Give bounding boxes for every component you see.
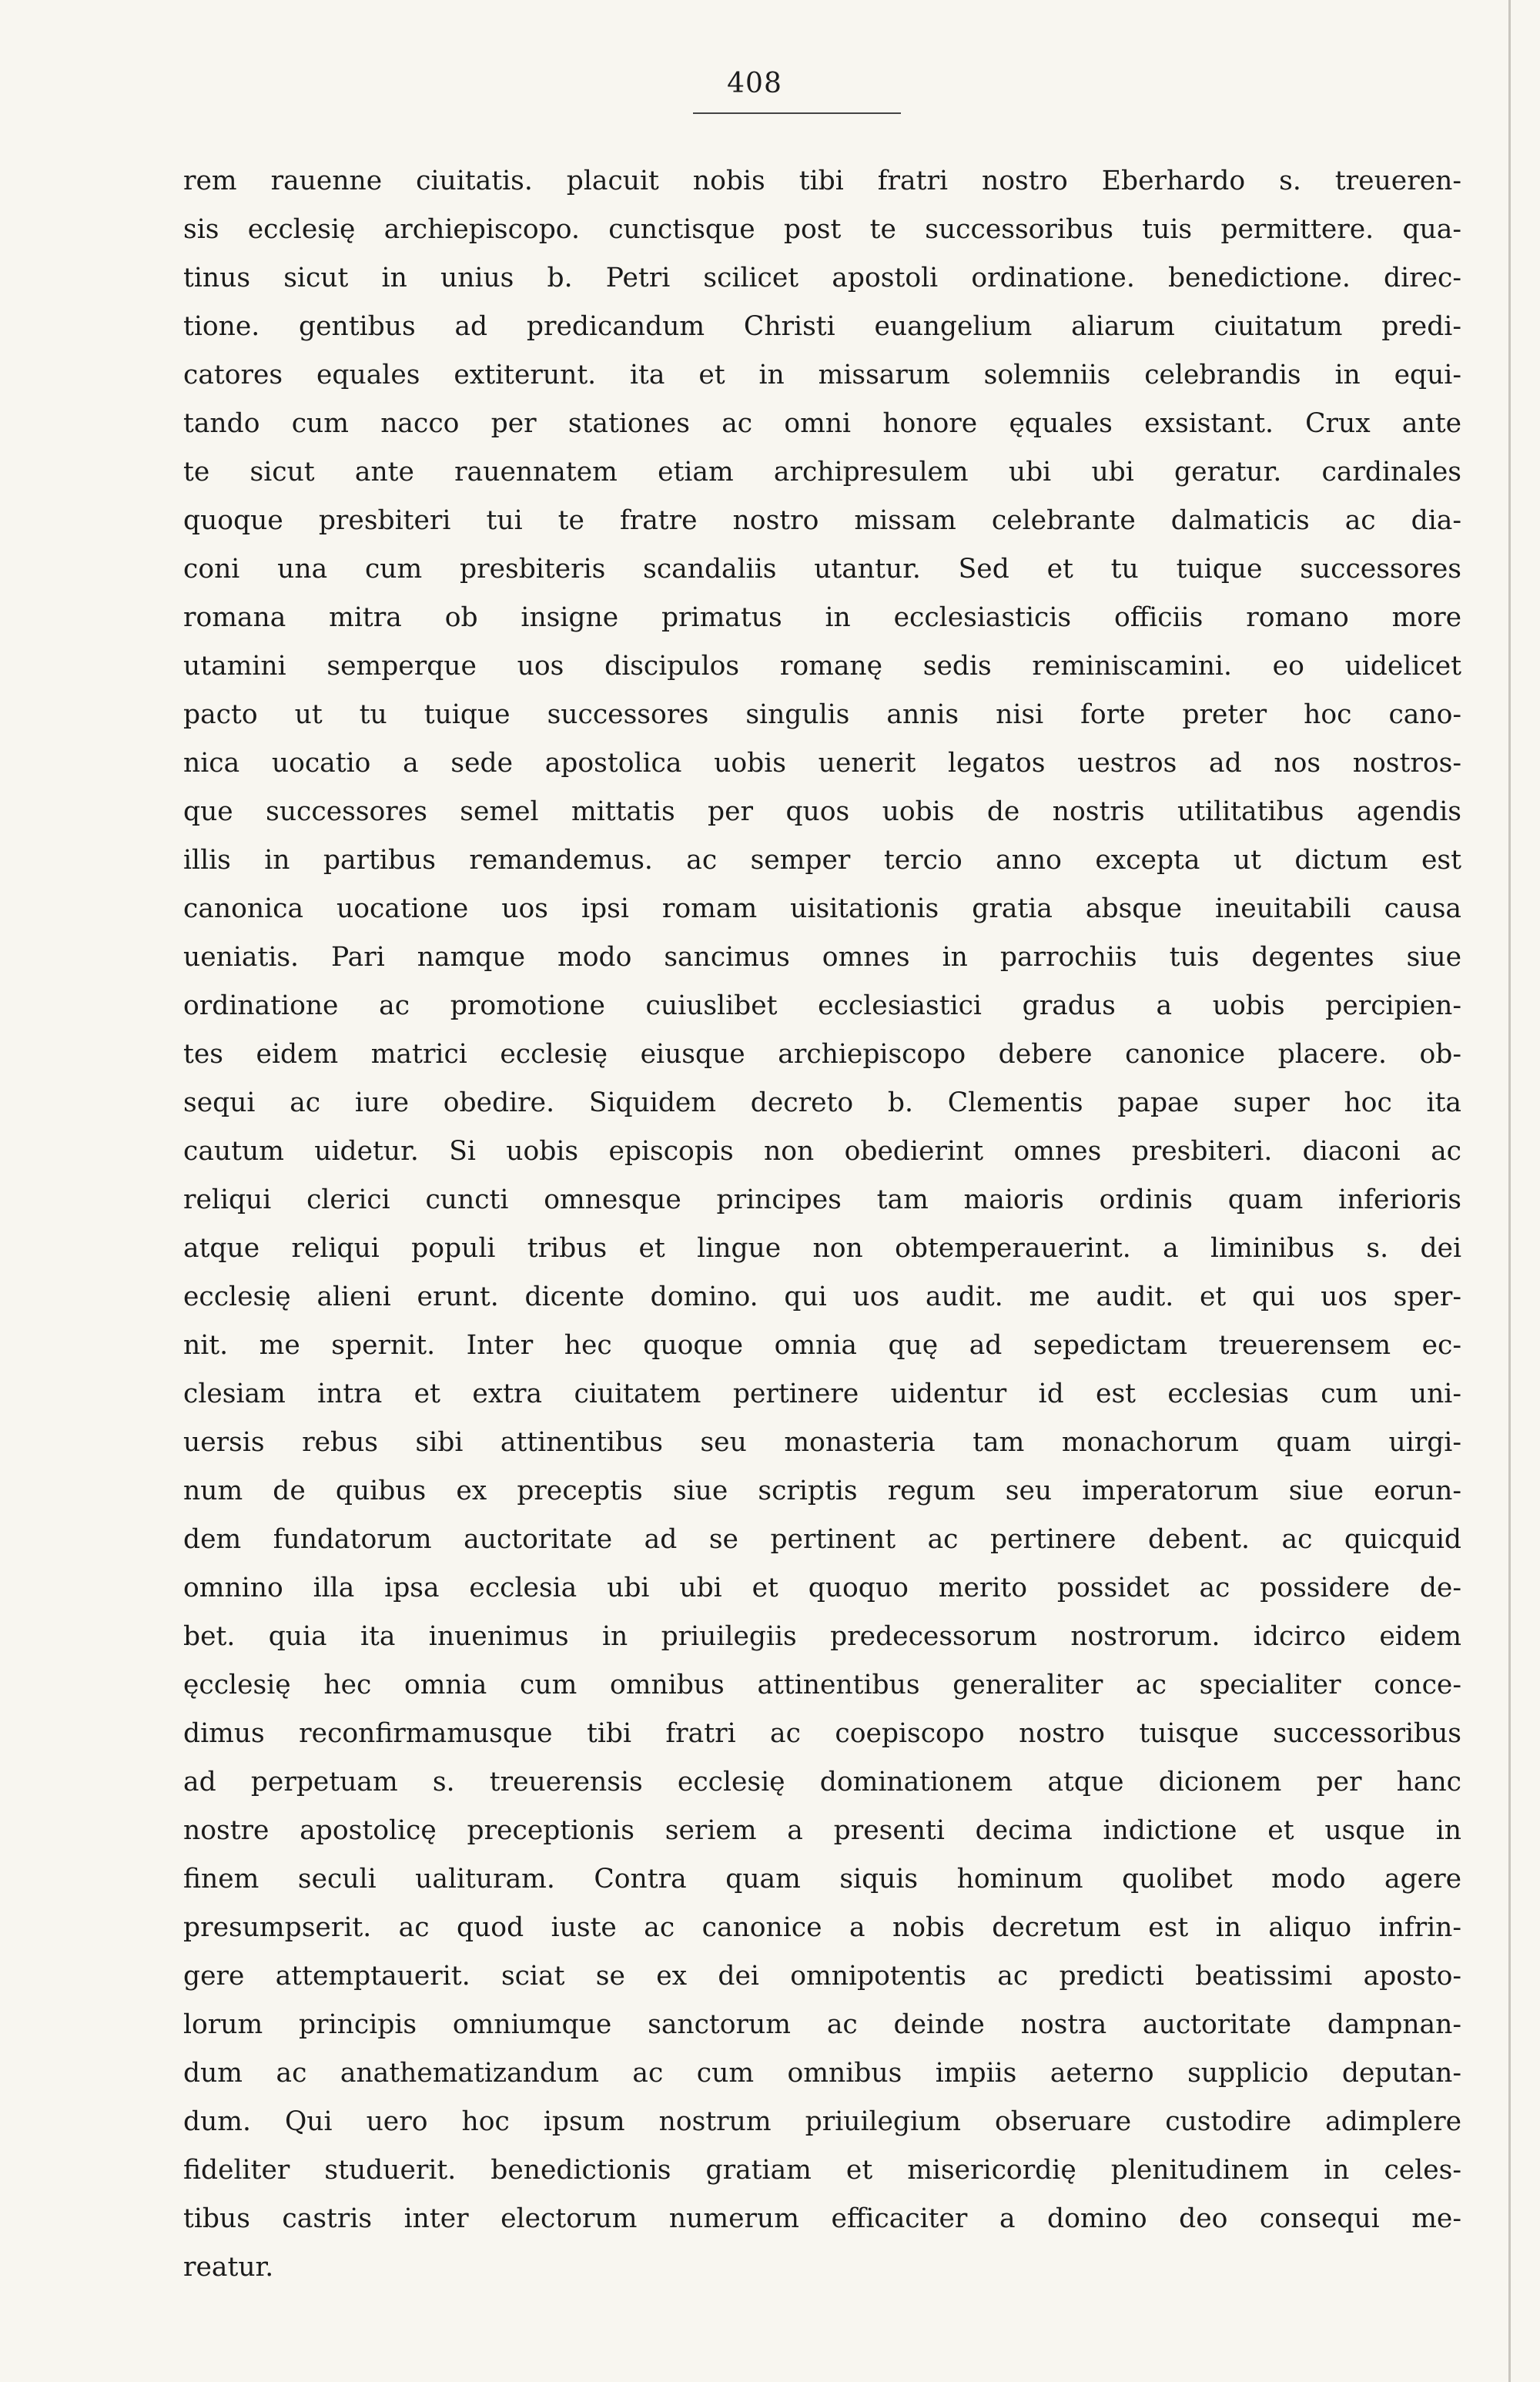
text-line: dimus reconfirmamusque tibi fratri ac coepiscopo nostro tuisque successoribus (183, 1718, 1461, 1749)
text-line: atque reliqui populi tribus et lingue non obtemperauerint. a liminibus s. dei (183, 1233, 1461, 1264)
text-line: ueniatis. Pari namque modo sancimus omnes in parrochiis tuis degentes siue (183, 942, 1461, 973)
body-text (183, 157, 1461, 2292)
text-line: finem seculi ualituram. Contra quam siquis hominum quolibet modo agere (183, 1864, 1461, 1895)
text-line: utamini semperque uos discipulos romanę sedis reminiscamini. eo uidelicet (183, 651, 1461, 682)
text-line: ęcclesię hec omnia cum omnibus attinentibus generaliter ac specialiter conce- (183, 1670, 1461, 1700)
text-line: coni una cum presbiteris scandaliis utantur. Sed et tu tuique successores (183, 554, 1461, 585)
text-line: te sicut ante rauennatem etiam archipresulem ubi ubi geratur. cardinales (183, 457, 1461, 487)
text-line: uersis rebus sibi attinentibus seu monasteria tam monachorum quam uirgi- (183, 1427, 1461, 1458)
text-line: romana mitra ob insigne primatus in ecclesiasticis officiis romano more (183, 602, 1461, 633)
text-line: rem rauenne ciuitatis. placuit nobis tibi fratri nostro Eberhardo s. treueren- (183, 166, 1461, 196)
text-line: catores equales extiterunt. ita et in missarum solemniis celebrandis in equi- (183, 360, 1461, 390)
text-line: bet. quia ita inuenimus in priuilegiis predecessorum nostrorum. idcirco eidem (183, 1621, 1461, 1652)
text-line: nostre apostolicę preceptionis seriem a presenti decima indictione et usque in (183, 1815, 1461, 1846)
text-line: lorum principis omniumque sanctorum ac deinde nostra auctoritate dampnan- (183, 2009, 1461, 2040)
text-line: sequi ac iure obedire. Siquidem decreto b. Clementis papae super hoc ita (183, 1087, 1461, 1118)
text-line: ad perpetuam s. treuerensis ecclesię dominationem atque dicionem per hanc (183, 1767, 1461, 1797)
text-line: canonica uocatione uos ipsi romam uisitationis gratia absque ineuitabili causa (183, 893, 1461, 924)
text-line: tione. gentibus ad predicandum Christi euangelium aliarum ciuitatum predi- (183, 311, 1461, 342)
page-edge-shadow (1508, 0, 1511, 2382)
text-line: cautum uidetur. Si uobis episcopis non obedierint omnes presbiteri. diaconi ac (183, 1136, 1461, 1167)
text-line: reliqui clerici cuncti omnesque principes tam maioris ordinis quam inferioris (183, 1184, 1461, 1215)
text-line: reatur. (183, 2252, 274, 2283)
text-line: tes eidem matrici ecclesię eiusque archiepiscopo debere canonice placere. ob- (183, 1039, 1461, 1070)
text-line: presumpserit. ac quod iuste ac canonice a nobis decretum est in aliquo infrin- (183, 1912, 1461, 1943)
text-line: nit. me spernit. Inter hec quoque omnia quę ad sepedictam treuerensem ec- (183, 1330, 1461, 1361)
page-number: 408 (727, 68, 782, 99)
text-line: gere attemptauerit. sciat se ex dei omnipotentis ac predicti beatissimi aposto- (183, 1961, 1461, 1992)
text-line: tando cum nacco per stationes ac omni honore ęquales exsistant. Crux ante (183, 408, 1461, 439)
text-line: ecclesię alieni erunt. dicente domino. qui uos audit. me audit. et qui uos sper- (183, 1281, 1461, 1312)
header-rule (693, 112, 901, 114)
text-line: illis in partibus remandemus. ac semper tercio anno excepta ut dictum est (183, 845, 1461, 876)
text-line: dum ac anathematizandum ac cum omnibus impiis aeterno supplicio deputan- (183, 2058, 1461, 2089)
text-line: pacto ut tu tuique successores singulis annis nisi forte preter hoc cano- (183, 699, 1461, 730)
text-line: quoque presbiteri tui te fratre nostro missam celebrante dalmaticis ac dia- (183, 505, 1461, 536)
text-line: fideliter studuerit. benedictionis gratiam et misericordię plenitudinem in celes- (183, 2155, 1461, 2186)
text-line: tinus sicut in unius b. Petri scilicet apostoli ordinatione. benedictione. direc- (183, 263, 1461, 293)
text-line: dum. Qui uero hoc ipsum nostrum priuilegium obseruare custodire adimplere (183, 2106, 1461, 2137)
text-line: clesiam intra et extra ciuitatem pertinere uidentur id est ecclesias cum uni- (183, 1379, 1461, 1409)
text-line: sis ecclesię archiepiscopo. cunctisque post te successoribus tuis permittere. qua- (183, 214, 1461, 245)
text-line: nica uocatio a sede apostolica uobis uenerit legatos uestros ad nos nostros- (183, 748, 1461, 779)
text-line: tibus castris inter electorum numerum efficaciter a domino deo consequi me- (183, 2203, 1461, 2234)
text-line: num de quibus ex preceptis siue scriptis regum seu imperatorum siue eorun- (183, 1476, 1461, 1506)
text-line: ordinatione ac promotione cuiuslibet ecclesiastici gradus a uobis percipien- (183, 990, 1461, 1021)
text-line: que successores semel mittatis per quos uobis de nostris utilitatibus agendis (183, 796, 1461, 827)
text-line: omnino illa ipsa ecclesia ubi ubi et quoquo merito possidet ac possidere de- (183, 1573, 1461, 1603)
text-line: dem fundatorum auctoritate ad se pertinent ac pertinere debent. ac quicquid (183, 1524, 1461, 1555)
